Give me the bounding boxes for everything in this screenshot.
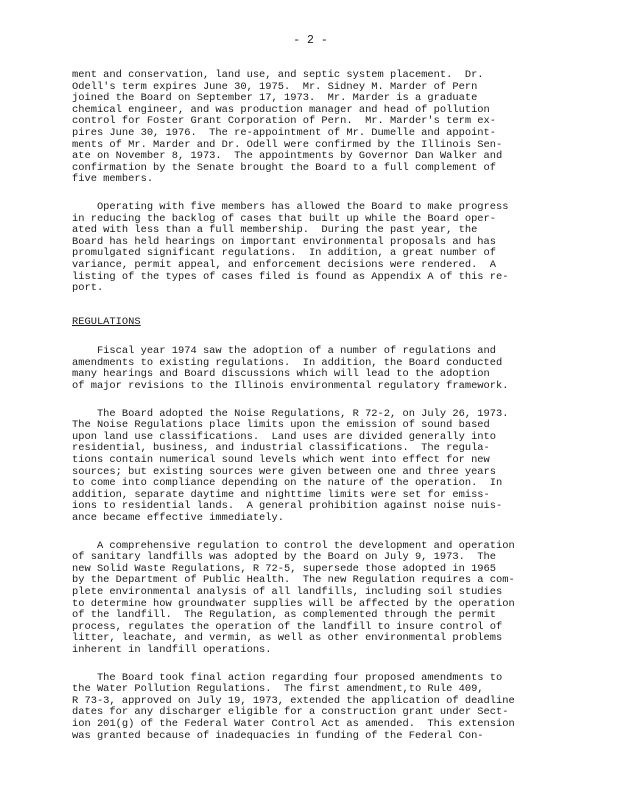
- text-line: Fiscal year 1974 saw the adoption of a number of regulations and: [72, 345, 497, 358]
- text-line: ance became effective immediately.: [72, 512, 285, 524]
- text-line: Board has held hearings on important environmental proposals and has: [72, 235, 497, 248]
- text-line: of sanitary landfills was adopted by the Board on July 9, 1973. The: [72, 551, 497, 564]
- text-line: A comprehensive regulation to control the development and operation: [72, 539, 515, 552]
- text-line: tions contain numerical sound levels which went into effect for new: [72, 454, 490, 467]
- text-line: process, regulates the operation of the landfill to insure control of: [72, 620, 503, 633]
- text-line: The Board took final action regarding four proposed amendments to: [72, 671, 503, 684]
- paragraph: [72, 346, 552, 392]
- text-line: Operating with five members has allowed the Board to make progress: [72, 200, 509, 213]
- text-line: by the Department of Public Health. The new Regulation requires a com-: [72, 574, 515, 587]
- text-line: five members.: [72, 173, 154, 186]
- text-line: many hearings and Board discussions which will lead to the adoption: [72, 368, 490, 381]
- text-line: ated with less than a full membership. During the past year, the: [72, 224, 478, 237]
- text-line: confirmation by the Senate brought the Board to a full complement of: [72, 161, 497, 174]
- text-line: in reducing the backlog of cases that built up while the Board oper-: [72, 212, 497, 225]
- text-line: upon land use classifications. Land uses are divided generally into: [72, 430, 497, 443]
- paragraph: [72, 673, 552, 743]
- text-line: The Board adopted the Noise Regulations, R 72-2, on July 26, 1973.: [72, 407, 509, 420]
- intro-section: [72, 70, 552, 295]
- text-line: the Water Pollution Regulations. The first amendment,to Rule 409,: [72, 683, 484, 696]
- text-line: ments of Mr. Marder and Dr. Odell were confirmed by the Illinois Sen-: [72, 138, 503, 151]
- text-line: control for Foster Grant Corporation of Pern. Mr. Marder's term ex-: [72, 115, 497, 128]
- document-body: [72, 70, 552, 758]
- text-line: residential, business, and industrial classifications. The regula-: [72, 442, 490, 455]
- text-line: of major revisions to the Illinois environmental regulatory framework.: [72, 380, 509, 393]
- section-heading-regulations: REGULATIONS: [72, 315, 141, 328]
- text-line: litter, leachate, and vermin, as well as other environmental problems: [72, 632, 503, 645]
- text-line: amendments to existing regulations. In addition, the Board conducted: [72, 356, 503, 369]
- text-line: port.: [72, 282, 104, 295]
- page-number: - 2 -: [293, 34, 328, 47]
- text-line: inherent in landfill operations.: [72, 643, 272, 656]
- text-line: chemical engineer, and was production manager and head of pollution: [72, 103, 490, 116]
- text-line: ions to residential lands. A general prohibition against noise nuis-: [72, 500, 503, 513]
- text-line: dates for any discharger eligible for a construction grant under Sect-: [72, 706, 509, 719]
- text-line: joined the Board on September 17, 1973. Mr. Marder is a graduate: [72, 92, 478, 105]
- text-line: of the landfill. The Regulation, as complemented through the permit: [72, 609, 497, 622]
- paragraph: [72, 202, 552, 295]
- text-line: promulgated significant regulations. In addition, a great number of: [72, 247, 497, 260]
- text-line: ion 201(g) of the Federal Water Control Act as amended. This extension: [72, 717, 515, 730]
- section-heading-wrapper: [72, 311, 552, 347]
- paragraph: [72, 409, 552, 525]
- text-line: variance, permit appeal, and enforcement decisions were rendered. A: [72, 258, 497, 271]
- text-line: pires June 30, 1976. The re-appointment of Mr. Dumelle and appoint-: [72, 126, 497, 139]
- text-line: ment and conservation, land use, and septic system placement. Dr.: [72, 69, 484, 81]
- text-line: ate on November 8, 1973. The appointments by Governor Dan Walker and: [72, 150, 503, 163]
- paragraph: [72, 541, 552, 657]
- text-line: to come into compliance depending on the nature of the operation. In: [72, 477, 503, 490]
- text-line: The Noise Regulations place limits upon the emission of sound based: [72, 419, 490, 432]
- text-line: to determine how groundwater supplies will be affected by the operation: [72, 597, 515, 610]
- text-line: listing of the types of cases filed is found as Appendix A of this re-: [72, 270, 509, 283]
- text-line: plete environmental analysis of all landfills, including soil studies: [72, 585, 503, 598]
- regulations-section: [72, 346, 552, 742]
- text-line: addition, separate daytime and nighttime limits were set for emiss-: [72, 488, 490, 501]
- paragraph: [72, 70, 552, 186]
- text-line: R 73-3, approved on July 19, 1973, extended the application of deadline: [72, 694, 515, 707]
- text-line: Odell's term expires June 30, 1975. Mr. Sidney M. Marder of Pern: [72, 80, 478, 93]
- text-line: sources; but existing sources were given between one and three years: [72, 465, 497, 478]
- text-line: was granted because of inadequacies in funding of the Federal Con-: [72, 729, 484, 742]
- text-line: new Solid Waste Regulations, R 72-5, supersede those adopted in 1965: [72, 562, 497, 575]
